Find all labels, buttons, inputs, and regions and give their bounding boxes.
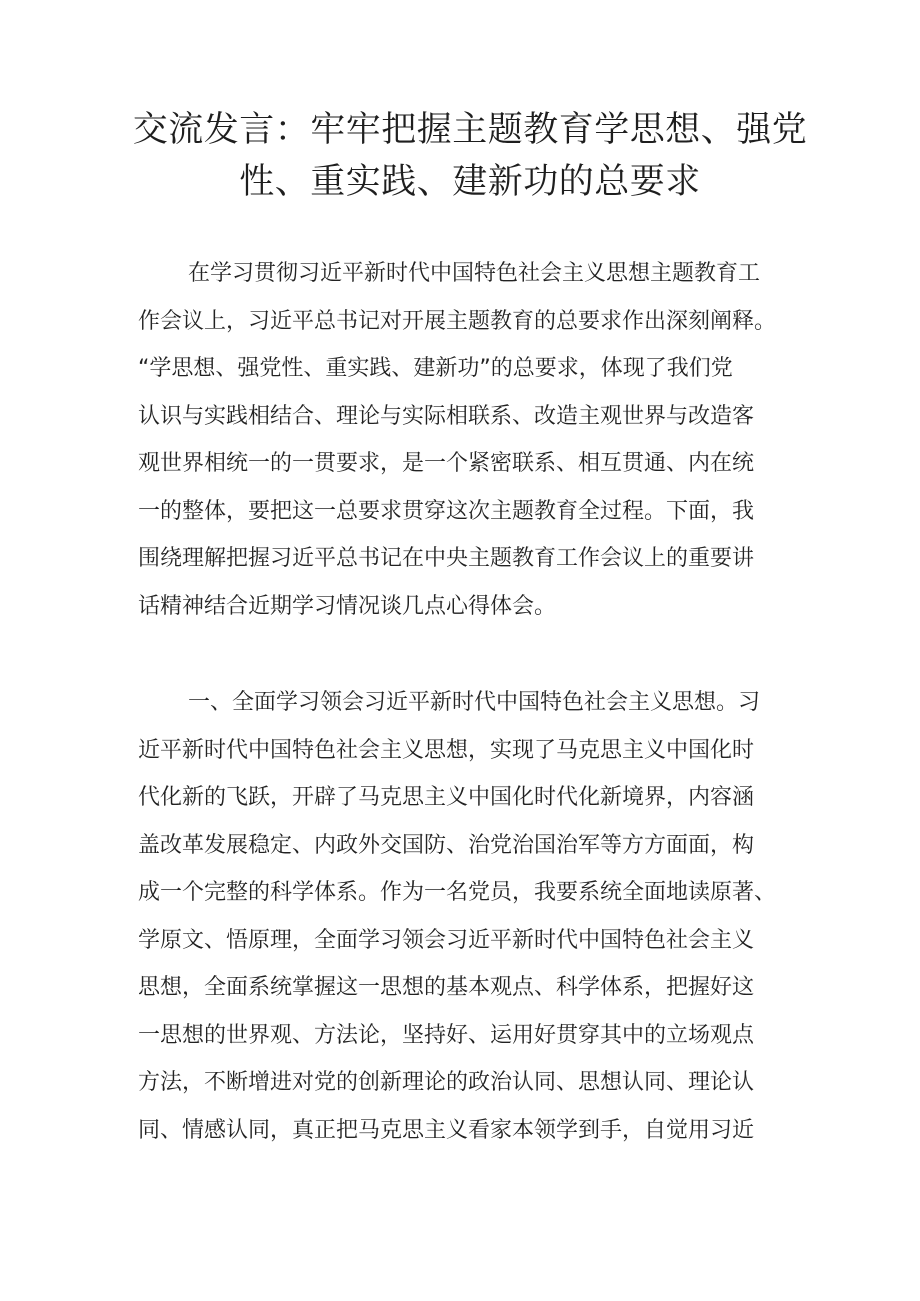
paragraph-line: 认识与实践相结合、理论与实际相联系、改造主观世界与改造客: [138, 403, 755, 429]
paragraph-line: 一、全面学习领会习近平新时代中国特色社会主义思想。习: [188, 690, 761, 715]
paragraph-line: 盖改革发展稳定、内政外交国防、治党治国治军等方方面面，构: [138, 832, 755, 858]
body-paragraph-section-one: [138, 679, 798, 1154]
paragraph-line: 代化新的飞跃，开辟了马克思主义中国化时代化新境界，内容涵: [138, 785, 755, 810]
document-title: [120, 104, 820, 208]
paragraph-line: 学原文、悟原理，全面学习领会习近平新时代中国特色社会主义: [138, 927, 755, 953]
paragraph-line: 方法，不断增进对党的创新理论的政治认同、思想认同、理论认: [138, 1070, 755, 1095]
paragraph-line: 思想，全面系统掌握这一思想的基本观点、科学体系，把握好这: [138, 975, 755, 1000]
paragraph-line: 近平新时代中国特色社会主义思想，实现了马克思主义中国化时: [138, 737, 755, 763]
paragraph-line: 同、情感认同，真正把马克思主义看家本领学到手，自觉用习近: [138, 1117, 755, 1143]
body-paragraph-intro: [138, 250, 798, 630]
title-line: 性、重实践、建新功的总要求: [239, 162, 701, 202]
paragraph-line: 在学习贯彻习近平新时代中国特色社会主义思想主题教育工: [188, 261, 761, 286]
paragraph-line: 一的整体，要把这一总要求贯穿这次主题教育全过程。下面，我: [138, 498, 755, 524]
paragraph-line: “学思想、强党性、重实践、建新功”的总要求，体现了我们党: [138, 356, 733, 381]
paragraph-line: 观世界相统一的一贯要求，是一个紧密联系、相互贯通、内在统: [138, 451, 755, 476]
paragraph-line: 作会议上，习近平总书记对开展主题教育的总要求作出深刻阐释。: [138, 308, 777, 334]
paragraph-line: 一思想的世界观、方法论，坚持好、运用好贯穿其中的立场观点: [138, 1022, 755, 1048]
paragraph-line: 成一个完整的科学体系。作为一名党员，我要系统全面地读原著、: [138, 880, 777, 905]
paragraph-line: 话精神结合近期学习情况谈几点心得体会。: [138, 593, 557, 619]
paragraph-line: 围绕理解把握习近平总书记在中央主题教育工作会议上的重要讲: [138, 546, 755, 571]
title-line: 交流发言：牢牢把握主题教育学思想、强党: [132, 110, 808, 150]
